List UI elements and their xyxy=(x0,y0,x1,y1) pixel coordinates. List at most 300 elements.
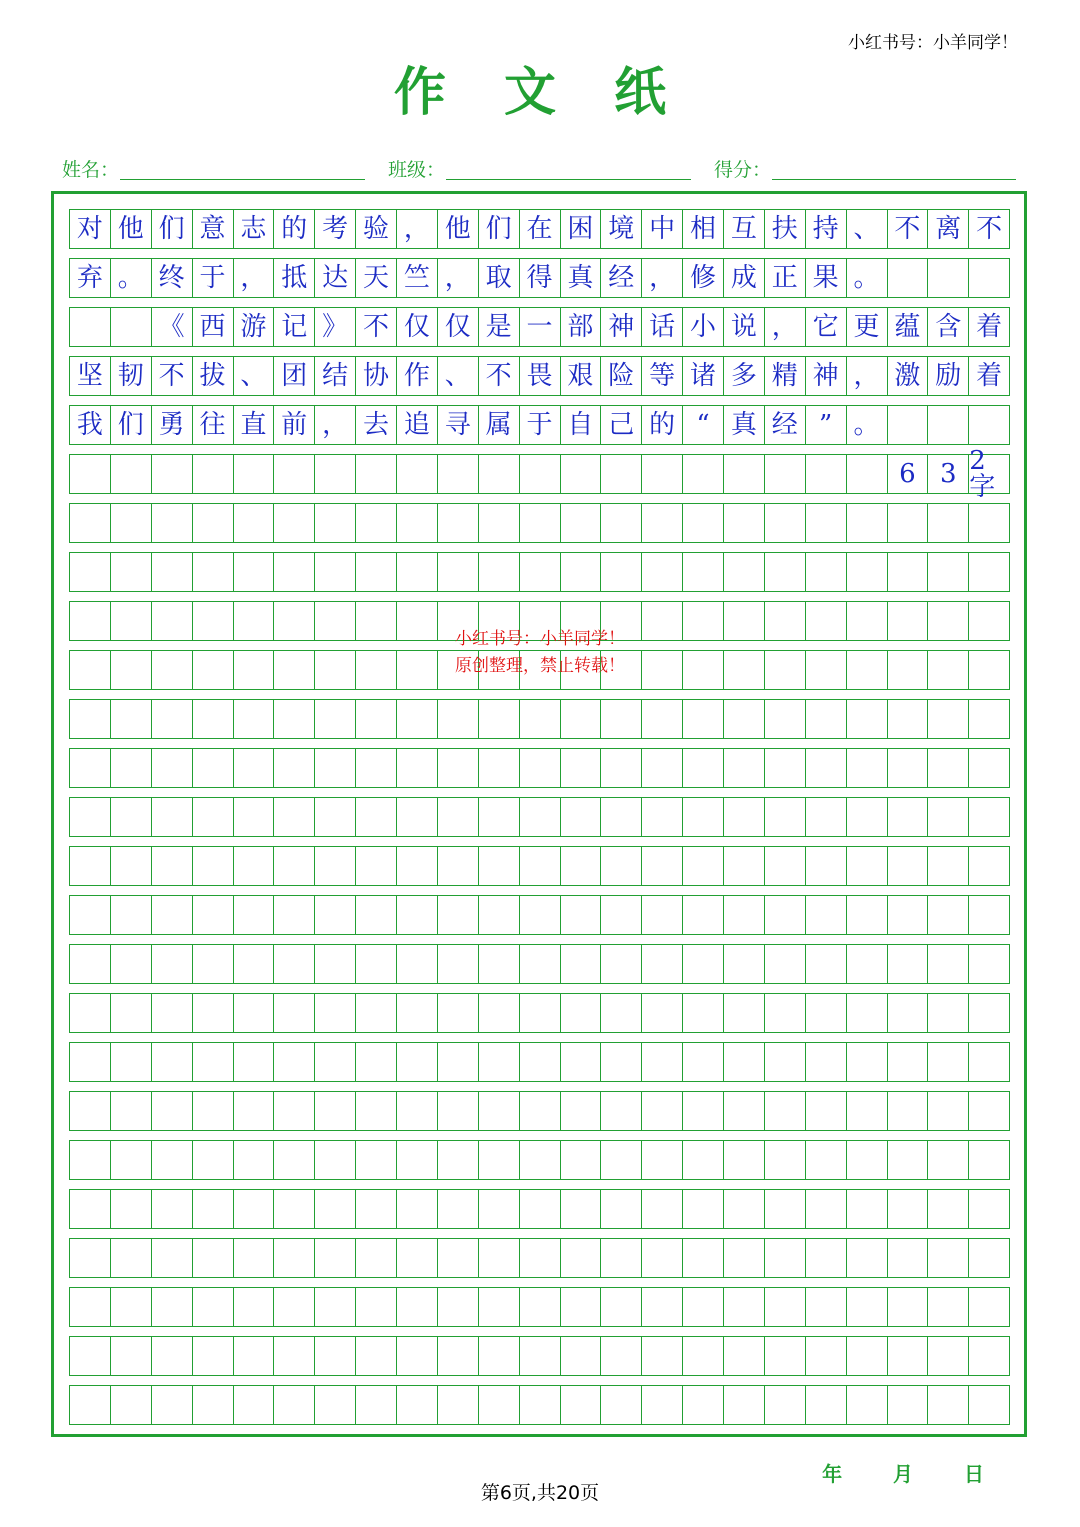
grid-cell[interactable] xyxy=(928,700,969,738)
grid-cell[interactable] xyxy=(642,1141,683,1179)
grid-cell[interactable]: 坚 xyxy=(70,357,111,395)
grid-cell[interactable] xyxy=(642,553,683,591)
grid-cell[interactable] xyxy=(928,945,969,983)
grid-cell[interactable] xyxy=(111,1092,152,1130)
grid-cell[interactable] xyxy=(315,847,356,885)
grid-cell[interactable] xyxy=(888,1386,929,1424)
grid-cell[interactable] xyxy=(193,1043,234,1081)
grid-cell[interactable]: 、 xyxy=(847,210,888,248)
grid-cell[interactable]: 己 xyxy=(601,406,642,444)
grid-cell[interactable] xyxy=(438,504,479,542)
grid-cell[interactable]: 真 xyxy=(561,259,602,297)
grid-cell[interactable] xyxy=(683,847,724,885)
grid-cell[interactable] xyxy=(315,1092,356,1130)
grid-cell[interactable]: 真 xyxy=(724,406,765,444)
grid-cell[interactable] xyxy=(152,1337,193,1375)
grid-cell[interactable]: 畏 xyxy=(520,357,561,395)
grid-cell[interactable]: 取 xyxy=(479,259,520,297)
grid-cell[interactable] xyxy=(193,994,234,1032)
grid-cell[interactable]: 志 xyxy=(234,210,275,248)
grid-cell[interactable] xyxy=(642,945,683,983)
grid-cell[interactable] xyxy=(928,1239,969,1277)
grid-cell[interactable] xyxy=(601,847,642,885)
grid-cell[interactable] xyxy=(969,945,1010,983)
grid-cell[interactable] xyxy=(683,700,724,738)
grid-cell[interactable] xyxy=(274,455,315,493)
grid-cell[interactable]: 他 xyxy=(438,210,479,248)
grid-cell[interactable] xyxy=(928,406,969,444)
grid-cell[interactable] xyxy=(356,553,397,591)
grid-cell[interactable] xyxy=(724,504,765,542)
grid-cell[interactable] xyxy=(561,1288,602,1326)
grid-cell[interactable] xyxy=(806,847,847,885)
grid-cell[interactable] xyxy=(724,455,765,493)
grid-cell[interactable] xyxy=(356,994,397,1032)
grid-cell[interactable]: 不 xyxy=(969,210,1010,248)
grid-cell[interactable] xyxy=(356,504,397,542)
grid-cell[interactable] xyxy=(397,945,438,983)
grid-cell[interactable] xyxy=(928,1337,969,1375)
grid-cell[interactable] xyxy=(152,798,193,836)
grid-cell[interactable] xyxy=(683,798,724,836)
grid-cell[interactable]: 经 xyxy=(765,406,806,444)
grid-cell[interactable] xyxy=(234,602,275,640)
grid-cell[interactable] xyxy=(315,1239,356,1277)
grid-cell[interactable]: 竺 xyxy=(397,259,438,297)
grid-cell[interactable] xyxy=(315,1043,356,1081)
grid-cell[interactable] xyxy=(438,553,479,591)
grid-cell[interactable] xyxy=(438,700,479,738)
grid-cell[interactable] xyxy=(847,1288,888,1326)
grid-cell[interactable] xyxy=(601,1288,642,1326)
grid-cell[interactable] xyxy=(520,1337,561,1375)
grid-cell[interactable] xyxy=(806,602,847,640)
grid-cell[interactable] xyxy=(479,945,520,983)
grid-cell[interactable] xyxy=(438,1239,479,1277)
grid-cell[interactable] xyxy=(806,455,847,493)
grid-cell[interactable] xyxy=(438,1190,479,1228)
grid-cell[interactable] xyxy=(152,651,193,689)
grid-cell[interactable] xyxy=(561,1141,602,1179)
grid-cell[interactable] xyxy=(765,1141,806,1179)
grid-cell[interactable] xyxy=(928,1141,969,1179)
grid-cell[interactable]: 它 xyxy=(806,308,847,346)
grid-cell[interactable] xyxy=(520,1386,561,1424)
grid-cell[interactable] xyxy=(847,1141,888,1179)
grid-cell[interactable] xyxy=(601,994,642,1032)
grid-cell[interactable] xyxy=(888,504,929,542)
grid-cell[interactable]: 他 xyxy=(111,210,152,248)
grid-cell[interactable] xyxy=(601,1337,642,1375)
grid-cell[interactable]: 去 xyxy=(356,406,397,444)
grid-cell[interactable] xyxy=(888,1043,929,1081)
grid-cell[interactable] xyxy=(601,455,642,493)
grid-cell[interactable] xyxy=(70,553,111,591)
grid-cell[interactable] xyxy=(724,994,765,1032)
grid-cell[interactable]: 小 xyxy=(683,308,724,346)
grid-cell[interactable]: 属 xyxy=(479,406,520,444)
grid-cell[interactable]: 记 xyxy=(274,308,315,346)
grid-cell[interactable] xyxy=(642,1386,683,1424)
grid-cell[interactable] xyxy=(561,504,602,542)
grid-cell[interactable] xyxy=(765,847,806,885)
grid-cell[interactable] xyxy=(724,945,765,983)
grid-cell[interactable] xyxy=(561,798,602,836)
grid-cell[interactable] xyxy=(683,651,724,689)
grid-cell[interactable]: 弃 xyxy=(70,259,111,297)
grid-cell[interactable] xyxy=(601,1190,642,1228)
grid-cell[interactable] xyxy=(274,700,315,738)
grid-cell[interactable] xyxy=(765,1239,806,1277)
grid-cell[interactable] xyxy=(601,945,642,983)
grid-cell[interactable] xyxy=(928,896,969,934)
grid-cell[interactable] xyxy=(642,700,683,738)
grid-cell[interactable] xyxy=(111,1337,152,1375)
grid-cell[interactable] xyxy=(397,1141,438,1179)
grid-cell[interactable]: 《 xyxy=(152,308,193,346)
grid-cell[interactable] xyxy=(70,847,111,885)
grid-cell[interactable] xyxy=(683,1386,724,1424)
grid-cell[interactable] xyxy=(724,1337,765,1375)
grid-cell[interactable] xyxy=(397,553,438,591)
grid-cell[interactable] xyxy=(274,945,315,983)
grid-cell[interactable] xyxy=(806,1239,847,1277)
grid-cell[interactable] xyxy=(888,1337,929,1375)
grid-cell[interactable]: 作 xyxy=(397,357,438,395)
grid-cell[interactable] xyxy=(928,259,969,297)
grid-cell[interactable] xyxy=(520,1043,561,1081)
grid-cell[interactable] xyxy=(969,406,1010,444)
grid-cell[interactable] xyxy=(806,1092,847,1130)
grid-cell[interactable] xyxy=(724,1386,765,1424)
grid-cell[interactable]: 直 xyxy=(234,406,275,444)
grid-cell[interactable] xyxy=(969,1043,1010,1081)
grid-cell[interactable]: 寻 xyxy=(438,406,479,444)
grid-cell[interactable] xyxy=(601,1141,642,1179)
grid-cell[interactable] xyxy=(806,896,847,934)
grid-cell[interactable] xyxy=(356,455,397,493)
grid-cell[interactable]: 神 xyxy=(806,357,847,395)
grid-cell[interactable] xyxy=(724,700,765,738)
grid-cell[interactable] xyxy=(152,1190,193,1228)
grid-cell[interactable] xyxy=(520,1190,561,1228)
grid-cell[interactable] xyxy=(765,1288,806,1326)
grid-cell[interactable] xyxy=(315,1337,356,1375)
grid-cell[interactable]: 。 xyxy=(847,259,888,297)
grid-cell[interactable] xyxy=(969,553,1010,591)
grid-cell[interactable]: 前 xyxy=(274,406,315,444)
grid-cell[interactable]: 的 xyxy=(642,406,683,444)
grid-cell[interactable] xyxy=(969,994,1010,1032)
grid-cell[interactable] xyxy=(70,994,111,1032)
grid-cell[interactable] xyxy=(315,945,356,983)
grid-cell[interactable] xyxy=(397,1190,438,1228)
grid-cell[interactable]: 困 xyxy=(561,210,602,248)
grid-cell[interactable] xyxy=(928,994,969,1032)
grid-cell[interactable] xyxy=(969,1092,1010,1130)
grid-cell[interactable] xyxy=(152,455,193,493)
grid-cell[interactable] xyxy=(70,651,111,689)
grid-cell[interactable] xyxy=(601,798,642,836)
grid-cell[interactable] xyxy=(520,455,561,493)
grid-cell[interactable] xyxy=(70,1337,111,1375)
grid-cell[interactable] xyxy=(928,602,969,640)
grid-cell[interactable] xyxy=(806,945,847,983)
grid-cell[interactable]: ， xyxy=(642,259,683,297)
grid-cell[interactable]: 含 xyxy=(928,308,969,346)
grid-cell[interactable] xyxy=(70,308,111,346)
grid-cell[interactable] xyxy=(847,553,888,591)
grid-cell[interactable] xyxy=(315,896,356,934)
grid-cell[interactable] xyxy=(234,798,275,836)
grid-cell[interactable] xyxy=(683,945,724,983)
grid-cell[interactable] xyxy=(969,700,1010,738)
grid-cell[interactable] xyxy=(806,749,847,787)
grid-cell[interactable] xyxy=(111,1288,152,1326)
grid-cell[interactable] xyxy=(601,504,642,542)
grid-cell[interactable] xyxy=(765,945,806,983)
grid-cell[interactable] xyxy=(438,1386,479,1424)
grid-cell[interactable] xyxy=(561,1386,602,1424)
grid-cell[interactable] xyxy=(234,504,275,542)
grid-cell[interactable]: 天 xyxy=(356,259,397,297)
grid-cell[interactable] xyxy=(806,651,847,689)
grid-cell[interactable] xyxy=(397,1337,438,1375)
grid-cell[interactable]: 韧 xyxy=(111,357,152,395)
grid-cell[interactable] xyxy=(969,749,1010,787)
grid-cell[interactable]: 修 xyxy=(683,259,724,297)
grid-cell[interactable] xyxy=(806,1337,847,1375)
grid-cell[interactable] xyxy=(847,945,888,983)
grid-cell[interactable] xyxy=(356,1337,397,1375)
grid-cell[interactable] xyxy=(888,1239,929,1277)
grid-cell[interactable]: 正 xyxy=(765,259,806,297)
grid-cell[interactable] xyxy=(70,1386,111,1424)
grid-cell[interactable] xyxy=(765,896,806,934)
grid-cell[interactable] xyxy=(234,651,275,689)
grid-cell[interactable] xyxy=(397,749,438,787)
grid-cell[interactable]: 相 xyxy=(683,210,724,248)
grid-cell[interactable] xyxy=(234,1337,275,1375)
grid-cell[interactable]: 们 xyxy=(111,406,152,444)
grid-cell[interactable] xyxy=(765,651,806,689)
grid-cell[interactable] xyxy=(397,504,438,542)
grid-cell[interactable]: 游 xyxy=(234,308,275,346)
grid-cell[interactable]: 激 xyxy=(888,357,929,395)
grid-cell[interactable] xyxy=(438,749,479,787)
grid-cell[interactable] xyxy=(152,1288,193,1326)
grid-cell[interactable] xyxy=(642,896,683,934)
grid-cell[interactable] xyxy=(397,1043,438,1081)
grid-cell[interactable]: 》 xyxy=(315,308,356,346)
grid-cell[interactable] xyxy=(479,1043,520,1081)
grid-cell[interactable]: 经 xyxy=(601,259,642,297)
grid-cell[interactable]: 一 xyxy=(520,308,561,346)
grid-cell[interactable] xyxy=(601,602,642,640)
grid-cell[interactable] xyxy=(356,651,397,689)
grid-cell[interactable] xyxy=(397,1092,438,1130)
grid-cell[interactable] xyxy=(152,896,193,934)
grid-cell[interactable]: 精 xyxy=(765,357,806,395)
grid-cell[interactable] xyxy=(356,1288,397,1326)
grid-cell[interactable] xyxy=(193,455,234,493)
grid-cell[interactable] xyxy=(847,1043,888,1081)
grid-cell[interactable] xyxy=(315,700,356,738)
grid-cell[interactable] xyxy=(888,1288,929,1326)
grid-cell[interactable]: 不 xyxy=(152,357,193,395)
grid-cell[interactable] xyxy=(969,651,1010,689)
grid-cell[interactable] xyxy=(601,1092,642,1130)
grid-cell[interactable] xyxy=(561,1337,602,1375)
grid-cell[interactable] xyxy=(111,602,152,640)
grid-cell[interactable] xyxy=(765,700,806,738)
grid-cell[interactable] xyxy=(70,1190,111,1228)
grid-cell[interactable] xyxy=(969,259,1010,297)
grid-cell[interactable] xyxy=(683,602,724,640)
grid-cell[interactable] xyxy=(888,651,929,689)
grid-cell[interactable] xyxy=(111,1043,152,1081)
grid-cell[interactable] xyxy=(561,847,602,885)
grid-cell[interactable] xyxy=(888,847,929,885)
grid-cell[interactable]: 不 xyxy=(356,308,397,346)
grid-cell[interactable] xyxy=(847,1190,888,1228)
grid-cell[interactable] xyxy=(969,798,1010,836)
grid-cell[interactable] xyxy=(193,1239,234,1277)
grid-cell[interactable] xyxy=(888,749,929,787)
grid-cell[interactable] xyxy=(847,1337,888,1375)
grid-cell[interactable]: 拔 xyxy=(193,357,234,395)
grid-cell[interactable]: 于 xyxy=(193,259,234,297)
grid-cell[interactable] xyxy=(152,553,193,591)
grid-cell[interactable] xyxy=(561,896,602,934)
grid-cell[interactable] xyxy=(193,602,234,640)
grid-cell[interactable] xyxy=(111,1239,152,1277)
grid-cell[interactable] xyxy=(315,504,356,542)
grid-cell[interactable] xyxy=(234,749,275,787)
grid-cell[interactable] xyxy=(397,602,438,640)
grid-cell[interactable] xyxy=(561,1092,602,1130)
grid-cell[interactable] xyxy=(888,896,929,934)
grid-cell[interactable] xyxy=(806,1141,847,1179)
grid-cell[interactable] xyxy=(438,1092,479,1130)
grid-cell[interactable] xyxy=(601,553,642,591)
grid-cell[interactable]: 着 xyxy=(969,357,1010,395)
grid-cell[interactable]: 艰 xyxy=(561,357,602,395)
grid-cell[interactable] xyxy=(111,994,152,1032)
grid-cell[interactable] xyxy=(806,798,847,836)
grid-cell[interactable] xyxy=(847,994,888,1032)
grid-cell[interactable] xyxy=(274,994,315,1032)
grid-cell[interactable] xyxy=(520,896,561,934)
grid-cell[interactable] xyxy=(888,1092,929,1130)
grid-cell[interactable] xyxy=(193,504,234,542)
grid-cell[interactable] xyxy=(70,700,111,738)
grid-cell[interactable] xyxy=(601,749,642,787)
grid-cell[interactable]: 、 xyxy=(438,357,479,395)
grid-cell[interactable] xyxy=(683,1239,724,1277)
grid-cell[interactable]: 的 xyxy=(274,210,315,248)
grid-cell[interactable] xyxy=(642,749,683,787)
grid-cell[interactable] xyxy=(152,847,193,885)
grid-cell[interactable] xyxy=(969,504,1010,542)
grid-cell[interactable] xyxy=(724,847,765,885)
grid-cell[interactable] xyxy=(520,798,561,836)
grid-cell[interactable] xyxy=(438,994,479,1032)
grid-cell[interactable] xyxy=(152,700,193,738)
grid-cell[interactable] xyxy=(111,1141,152,1179)
grid-cell[interactable] xyxy=(888,700,929,738)
grid-cell[interactable] xyxy=(356,700,397,738)
grid-cell[interactable] xyxy=(397,896,438,934)
grid-cell[interactable] xyxy=(193,1337,234,1375)
grid-cell[interactable]: ， xyxy=(847,357,888,395)
grid-cell[interactable] xyxy=(234,455,275,493)
grid-cell[interactable]: 追 xyxy=(397,406,438,444)
grid-cell[interactable] xyxy=(806,1190,847,1228)
grid-cell[interactable]: “ xyxy=(683,406,724,444)
grid-cell[interactable]: 神 xyxy=(601,308,642,346)
grid-cell[interactable] xyxy=(152,1043,193,1081)
grid-cell[interactable] xyxy=(561,1190,602,1228)
grid-cell[interactable] xyxy=(438,1337,479,1375)
grid-cell[interactable]: 抵 xyxy=(274,259,315,297)
grid-cell[interactable] xyxy=(479,896,520,934)
grid-cell[interactable] xyxy=(479,455,520,493)
grid-cell[interactable] xyxy=(315,455,356,493)
grid-cell[interactable] xyxy=(683,1337,724,1375)
grid-cell[interactable] xyxy=(356,798,397,836)
grid-cell[interactable] xyxy=(642,798,683,836)
grid-cell[interactable] xyxy=(928,749,969,787)
grid-cell[interactable]: 我 xyxy=(70,406,111,444)
grid-cell[interactable]: 3 xyxy=(928,455,969,493)
grid-cell[interactable] xyxy=(315,1288,356,1326)
grid-cell[interactable] xyxy=(683,1190,724,1228)
grid-cell[interactable] xyxy=(193,1141,234,1179)
grid-cell[interactable] xyxy=(642,1043,683,1081)
grid-cell[interactable] xyxy=(274,896,315,934)
grid-cell[interactable] xyxy=(806,700,847,738)
grid-cell[interactable] xyxy=(234,896,275,934)
grid-cell[interactable]: 离 xyxy=(928,210,969,248)
grid-cell[interactable]: 对 xyxy=(70,210,111,248)
grid-cell[interactable] xyxy=(847,700,888,738)
grid-cell[interactable] xyxy=(969,1337,1010,1375)
grid-cell[interactable] xyxy=(234,700,275,738)
grid-cell[interactable] xyxy=(520,945,561,983)
grid-cell[interactable] xyxy=(479,602,520,640)
grid-cell[interactable] xyxy=(642,847,683,885)
grid-cell[interactable] xyxy=(888,945,929,983)
grid-cell[interactable] xyxy=(111,896,152,934)
grid-cell[interactable] xyxy=(806,504,847,542)
grid-cell[interactable] xyxy=(928,847,969,885)
grid-cell[interactable] xyxy=(928,1043,969,1081)
grid-cell[interactable] xyxy=(561,651,602,689)
grid-cell[interactable] xyxy=(70,945,111,983)
grid-cell[interactable] xyxy=(274,1092,315,1130)
grid-cell[interactable] xyxy=(724,798,765,836)
grid-cell[interactable] xyxy=(193,1190,234,1228)
grid-cell[interactable] xyxy=(438,1288,479,1326)
grid-cell[interactable]: 达 xyxy=(315,259,356,297)
grid-cell[interactable]: 勇 xyxy=(152,406,193,444)
grid-cell[interactable] xyxy=(969,896,1010,934)
grid-cell[interactable]: 们 xyxy=(479,210,520,248)
grid-cell[interactable] xyxy=(70,1141,111,1179)
grid-cell[interactable] xyxy=(70,1043,111,1081)
grid-cell[interactable]: 多 xyxy=(724,357,765,395)
